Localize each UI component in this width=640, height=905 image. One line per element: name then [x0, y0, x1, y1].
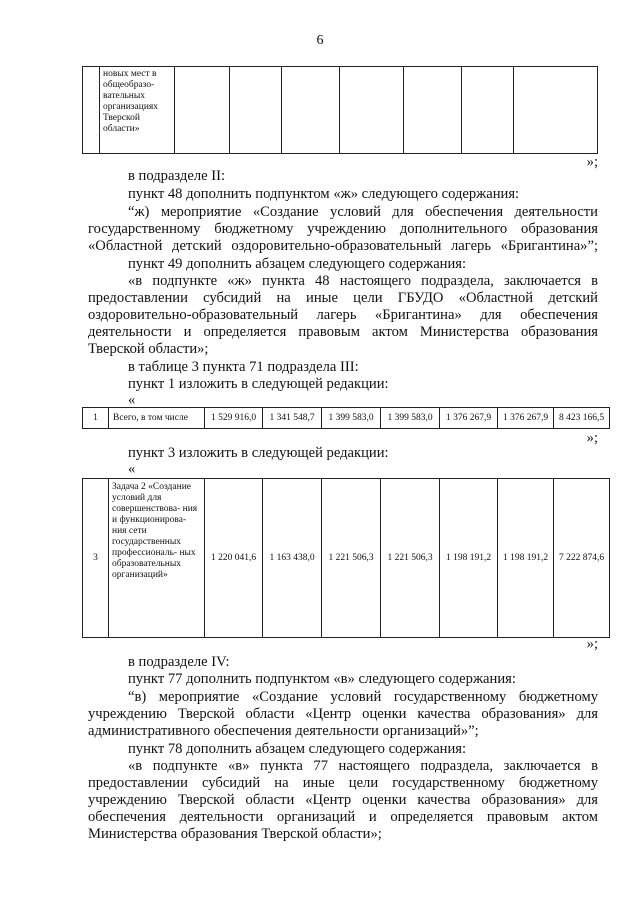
value-cell: 7 222 874,6: [554, 479, 610, 638]
paragraph-line: «Областной детский оздоровительно-образовательный лагерь «Бригантина»”;: [88, 238, 598, 254]
table-cell: [514, 67, 598, 154]
paragraph-line: обеспечения деятельности организаций и определяется правовым актом: [88, 809, 598, 825]
table-cell: [282, 67, 340, 154]
paragraph-line: учреждению Тверской области «Центр оценки качества образования» для: [88, 792, 598, 808]
table-cell: [83, 67, 100, 154]
value-cell: 1 376 267,9: [498, 408, 554, 429]
paragraph-line: учреждению Тверской области «Центр оценки качества образования» для: [88, 706, 598, 722]
paragraph: пункт 1 изложить в следующей редакции:: [128, 376, 389, 392]
table-cell: [340, 67, 404, 154]
paragraph-line: “в) мероприятие «Создание условий государственному бюджетному: [128, 689, 598, 705]
paragraph-line: «в подпункте «ж» пункта 48 настоящего подраздела, заключается в: [128, 273, 598, 289]
table-cell: [462, 67, 514, 154]
table-row-1: [82, 407, 610, 429]
paragraph-line: «в подпункте «в» пункта 77 настоящего подраздела, заключается в: [128, 758, 598, 774]
value-cell: 8 423 166,5: [554, 408, 610, 429]
paragraph: пункт 49 дополнить абзацем следующего содержания:: [128, 256, 467, 272]
closing-quote: »;: [586, 636, 598, 652]
value-cell: 1 221 506,3: [381, 479, 440, 638]
value-cell: 1 529 916,0: [205, 408, 263, 429]
table-cell-label: новых мест в общеобразо- вательных организациях Тверской области»: [100, 67, 175, 154]
row-label: Задача 2 «Создание условий для совершенствова- ния и функционирова- ния сети государственных профессиональ- ных образовательных организаций»: [109, 479, 205, 638]
paragraph: пункт 48 дополнить подпунктом «ж» следующего содержания:: [128, 186, 520, 202]
closing-quote: »;: [586, 430, 598, 446]
row-number: 3: [83, 479, 109, 638]
paragraph-line: Тверской области»;: [88, 341, 209, 357]
paragraph: пункт 3 изложить в следующей редакции:: [128, 445, 389, 461]
value-cell: 1 198 191,2: [498, 479, 554, 638]
paragraph: в таблице 3 пункта 71 подраздела III:: [128, 359, 359, 375]
paragraph: пункт 78 дополнить абзацем следующего содержания:: [128, 741, 467, 757]
value-cell: 1 399 583,0: [322, 408, 381, 429]
table-row-3: [82, 478, 610, 638]
paragraph: в подразделе II:: [128, 168, 226, 184]
table-fragment-top: [82, 66, 598, 154]
value-cell: 1 341 548,7: [263, 408, 322, 429]
table-row: [83, 408, 610, 429]
table-row: [83, 67, 598, 154]
value-cell: 1 220 041,6: [205, 479, 263, 638]
row-number: 1: [83, 408, 109, 429]
paragraph-line: государственному бюджетному учреждению дополнительного образования: [88, 221, 598, 237]
value-cell: 1 399 583,0: [381, 408, 440, 429]
page-number: 6: [316, 33, 324, 48]
value-cell: 1 376 267,9: [440, 408, 498, 429]
paragraph-line: предоставлении субсидий на иные цели государственному бюджетному: [88, 775, 598, 791]
paragraph-line: предоставлении субсидий на иные цели ГБУДО «Областной детский: [88, 290, 598, 306]
closing-quote: »;: [586, 154, 598, 170]
paragraph-line: “ж) мероприятие «Создание условий для обеспечения деятельности: [128, 204, 598, 220]
paragraph-line: Министерства образования Тверской области»;: [88, 826, 382, 842]
paragraph: пункт 77 дополнить подпунктом «в» следующего содержания:: [128, 671, 516, 687]
table-row: [83, 479, 610, 638]
paragraph-line: административного обеспечения деятельности организаций»”;: [88, 723, 479, 739]
value-cell: 1 198 191,2: [440, 479, 498, 638]
table-cell: [175, 67, 230, 154]
paragraph-line: оздоровительно-образовательный лагерь «Бригантина» для обеспечения: [88, 307, 598, 323]
table-cell: [230, 67, 282, 154]
value-cell: 1 163 438,0: [263, 479, 322, 638]
paragraph-line: деятельности и определяется правовым актом Министерства образования: [88, 324, 598, 340]
table-cell: [404, 67, 462, 154]
open-quote: «: [128, 392, 136, 408]
row-label: Всего, в том числе: [109, 408, 205, 429]
open-quote: «: [128, 461, 136, 477]
value-cell: 1 221 506,3: [322, 479, 381, 638]
paragraph: в подразделе IV:: [128, 654, 230, 670]
